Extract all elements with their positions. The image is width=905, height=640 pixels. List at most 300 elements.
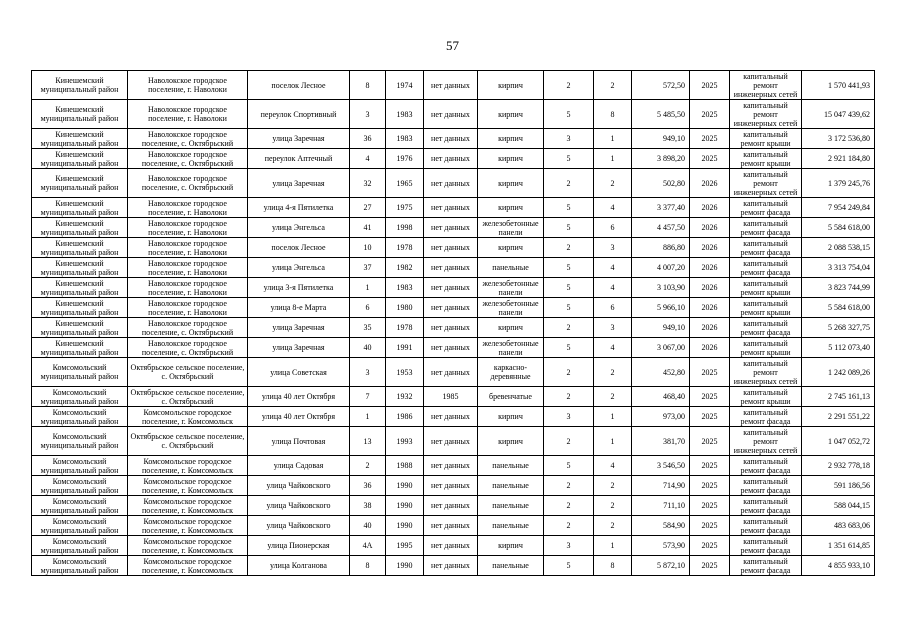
street-cell: улица Заречная xyxy=(248,169,350,198)
year-built-cell: 1986 xyxy=(386,407,424,427)
entrances-cell: 2 xyxy=(594,476,632,496)
settlement-cell: Комсомольское городское поселение, г. Комсомольск xyxy=(128,496,248,516)
year-reconstructed-cell: нет данных xyxy=(424,238,478,258)
street-cell: улица Заречная xyxy=(248,338,350,358)
year-built-cell: 1932 xyxy=(386,387,424,407)
floors-cell: 2 xyxy=(544,427,594,456)
year-reconstructed-cell: 1985 xyxy=(424,387,478,407)
street-cell: улица 40 лет Октября xyxy=(248,387,350,407)
house-number-cell: 3 xyxy=(350,358,386,387)
wall-material-cell: панельные xyxy=(478,556,544,576)
repair-year-cell: 2025 xyxy=(690,358,730,387)
wall-material-cell: панельные xyxy=(478,516,544,536)
municipal-district-cell: Кинешемский муниципальный район xyxy=(32,169,128,198)
floors-cell: 5 xyxy=(544,278,594,298)
house-number-cell: 32 xyxy=(350,169,386,198)
entrances-cell: 6 xyxy=(594,298,632,318)
municipal-district-cell: Кинешемский муниципальный район xyxy=(32,218,128,238)
wall-material-cell: железобетонные панели xyxy=(478,278,544,298)
house-number-cell: 1 xyxy=(350,407,386,427)
floors-cell: 2 xyxy=(544,358,594,387)
table-row xyxy=(32,338,875,358)
cost-cell: 5 584 618,00 xyxy=(802,298,875,318)
municipal-district-cell: Кинешемский муниципальный район xyxy=(32,198,128,218)
cost-cell: 2 932 778,18 xyxy=(802,456,875,476)
settlement-cell: Наволокское городское поселение, с. Октябрьский xyxy=(128,338,248,358)
table-row xyxy=(32,536,875,556)
floors-cell: 5 xyxy=(544,100,594,129)
settlement-cell: Наволокское городское поселение, г. Наволоки xyxy=(128,100,248,129)
cost-cell: 1 242 089,26 xyxy=(802,358,875,387)
floors-cell: 5 xyxy=(544,456,594,476)
repair-year-cell: 2025 xyxy=(690,129,730,149)
municipal-district-cell: Кинешемский муниципальный район xyxy=(32,278,128,298)
floors-cell: 5 xyxy=(544,218,594,238)
table-row xyxy=(32,496,875,516)
floors-cell: 2 xyxy=(544,169,594,198)
settlement-cell: Октябрьское сельское поселение, с. Октябрьский xyxy=(128,387,248,407)
street-cell: улица Чайковского xyxy=(248,496,350,516)
cost-cell: 2 745 161,13 xyxy=(802,387,875,407)
street-cell: улица Садовая xyxy=(248,456,350,476)
street-cell: переулок Аптечный xyxy=(248,149,350,169)
municipal-district-cell: Комсомольский муниципальный район xyxy=(32,556,128,576)
page-number: 57 xyxy=(446,38,459,53)
repair-year-cell: 2025 xyxy=(690,387,730,407)
table-row xyxy=(32,387,875,407)
house-number-cell: 8 xyxy=(350,556,386,576)
year-reconstructed-cell: нет данных xyxy=(424,407,478,427)
municipal-district-cell: Комсомольский муниципальный район xyxy=(32,476,128,496)
cost-cell: 2 291 551,22 xyxy=(802,407,875,427)
street-cell: переулок Спортивный xyxy=(248,100,350,129)
house-number-cell: 37 xyxy=(350,258,386,278)
wall-material-cell: кирпич xyxy=(478,100,544,129)
wall-material-cell: кирпич xyxy=(478,169,544,198)
wall-material-cell: панельные xyxy=(478,496,544,516)
area-cell: 5 485,50 xyxy=(632,100,690,129)
year-built-cell: 1983 xyxy=(386,129,424,149)
municipal-district-cell: Комсомольский муниципальный район xyxy=(32,496,128,516)
cost-cell: 5 268 327,75 xyxy=(802,318,875,338)
settlement-cell: Октябрьское сельское поселение, с. Октябрьский xyxy=(128,358,248,387)
area-cell: 3 377,40 xyxy=(632,198,690,218)
street-cell: улица Заречная xyxy=(248,318,350,338)
street-cell: улица Энгельса xyxy=(248,258,350,278)
house-number-cell: 40 xyxy=(350,516,386,536)
floors-cell: 5 xyxy=(544,258,594,278)
area-cell: 711,10 xyxy=(632,496,690,516)
area-cell: 468,40 xyxy=(632,387,690,407)
repair-year-cell: 2026 xyxy=(690,318,730,338)
repair-year-cell: 2026 xyxy=(690,238,730,258)
floors-cell: 2 xyxy=(544,238,594,258)
year-built-cell: 1993 xyxy=(386,427,424,456)
table-row xyxy=(32,318,875,338)
repair-year-cell: 2025 xyxy=(690,496,730,516)
repair-year-cell: 2026 xyxy=(690,169,730,198)
work-type-cell: капитальный ремонт фасада xyxy=(730,407,802,427)
wall-material-cell: кирпич xyxy=(478,129,544,149)
work-type-cell: капитальный ремонт инженерных сетей xyxy=(730,100,802,129)
year-built-cell: 1982 xyxy=(386,258,424,278)
cost-cell: 5 584 618,00 xyxy=(802,218,875,238)
year-reconstructed-cell: нет данных xyxy=(424,476,478,496)
house-number-cell: 4А xyxy=(350,536,386,556)
table-row xyxy=(32,427,875,456)
floors-cell: 2 xyxy=(544,318,594,338)
area-cell: 502,80 xyxy=(632,169,690,198)
house-number-cell: 8 xyxy=(350,71,386,100)
municipal-district-cell: Комсомольский муниципальный район xyxy=(32,387,128,407)
year-built-cell: 1976 xyxy=(386,149,424,169)
street-cell: улица Чайковского xyxy=(248,516,350,536)
settlement-cell: Комсомольское городское поселение, г. Комсомольск xyxy=(128,536,248,556)
entrances-cell: 1 xyxy=(594,407,632,427)
cost-cell: 588 044,15 xyxy=(802,496,875,516)
year-built-cell: 1983 xyxy=(386,278,424,298)
year-reconstructed-cell: нет данных xyxy=(424,516,478,536)
work-type-cell: капитальный ремонт фасада xyxy=(730,318,802,338)
house-number-cell: 36 xyxy=(350,129,386,149)
area-cell: 3 898,20 xyxy=(632,149,690,169)
area-cell: 4 457,50 xyxy=(632,218,690,238)
entrances-cell: 6 xyxy=(594,218,632,238)
street-cell: улица Советская xyxy=(248,358,350,387)
wall-material-cell: бревенчатые xyxy=(478,387,544,407)
table-row xyxy=(32,169,875,198)
repair-year-cell: 2025 xyxy=(690,516,730,536)
work-type-cell: капитальный ремонт фасада xyxy=(730,556,802,576)
year-built-cell: 1978 xyxy=(386,318,424,338)
work-type-cell: капитальный ремонт инженерных сетей xyxy=(730,358,802,387)
work-type-cell: капитальный ремонт фасада xyxy=(730,456,802,476)
repair-year-cell: 2026 xyxy=(690,198,730,218)
entrances-cell: 2 xyxy=(594,169,632,198)
house-number-cell: 27 xyxy=(350,198,386,218)
work-type-cell: капитальный ремонт крыши xyxy=(730,129,802,149)
year-built-cell: 1990 xyxy=(386,496,424,516)
municipal-district-cell: Кинешемский муниципальный район xyxy=(32,338,128,358)
repair-year-cell: 2026 xyxy=(690,278,730,298)
cost-cell: 591 186,56 xyxy=(802,476,875,496)
work-type-cell: капитальный ремонт фасада xyxy=(730,198,802,218)
table-row xyxy=(32,149,875,169)
municipal-district-cell: Кинешемский муниципальный район xyxy=(32,258,128,278)
entrances-cell: 1 xyxy=(594,129,632,149)
street-cell: улица Энгельса xyxy=(248,218,350,238)
wall-material-cell: кирпич xyxy=(478,71,544,100)
year-built-cell: 1965 xyxy=(386,169,424,198)
repair-year-cell: 2025 xyxy=(690,456,730,476)
floors-cell: 2 xyxy=(544,71,594,100)
settlement-cell: Наволокское городское поселение, г. Наволоки xyxy=(128,258,248,278)
cost-cell: 1 570 441,93 xyxy=(802,71,875,100)
work-type-cell: капитальный ремонт крыши xyxy=(730,149,802,169)
house-number-cell: 2 xyxy=(350,456,386,476)
entrances-cell: 8 xyxy=(594,100,632,129)
repair-year-cell: 2025 xyxy=(690,149,730,169)
entrances-cell: 1 xyxy=(594,536,632,556)
settlement-cell: Наволокское городское поселение, г. Наволоки xyxy=(128,298,248,318)
street-cell: улица 3-я Пятилетка xyxy=(248,278,350,298)
municipal-district-cell: Кинешемский муниципальный район xyxy=(32,298,128,318)
cost-cell: 1 379 245,76 xyxy=(802,169,875,198)
year-reconstructed-cell: нет данных xyxy=(424,338,478,358)
table-row xyxy=(32,456,875,476)
work-type-cell: капитальный ремонт инженерных сетей xyxy=(730,169,802,198)
work-type-cell: капитальный ремонт фасада xyxy=(730,496,802,516)
area-cell: 573,90 xyxy=(632,536,690,556)
street-cell: улица Чайковского xyxy=(248,476,350,496)
entrances-cell: 4 xyxy=(594,338,632,358)
municipal-district-cell: Кинешемский муниципальный район xyxy=(32,71,128,100)
year-reconstructed-cell: нет данных xyxy=(424,358,478,387)
street-cell: улица 40 лет Октября xyxy=(248,407,350,427)
area-cell: 3 067,00 xyxy=(632,338,690,358)
year-built-cell: 1988 xyxy=(386,456,424,476)
floors-cell: 5 xyxy=(544,338,594,358)
year-reconstructed-cell: нет данных xyxy=(424,427,478,456)
entrances-cell: 2 xyxy=(594,71,632,100)
repair-year-cell: 2025 xyxy=(690,476,730,496)
municipal-district-cell: Комсомольский муниципальный район xyxy=(32,358,128,387)
house-number-cell: 35 xyxy=(350,318,386,338)
street-cell: улица Заречная xyxy=(248,129,350,149)
municipal-district-cell: Комсомольский муниципальный район xyxy=(32,536,128,556)
year-built-cell: 1953 xyxy=(386,358,424,387)
settlement-cell: Наволокское городское поселение, г. Наволоки xyxy=(128,198,248,218)
entrances-cell: 2 xyxy=(594,496,632,516)
year-built-cell: 1974 xyxy=(386,71,424,100)
wall-material-cell: железобетонные панели xyxy=(478,298,544,318)
settlement-cell: Комсомольское городское поселение, г. Комсомольск xyxy=(128,516,248,536)
house-number-cell: 1 xyxy=(350,278,386,298)
house-number-cell: 13 xyxy=(350,427,386,456)
year-built-cell: 1975 xyxy=(386,198,424,218)
wall-material-cell: железобетонные панели xyxy=(478,218,544,238)
year-built-cell: 1998 xyxy=(386,218,424,238)
municipal-district-cell: Кинешемский муниципальный район xyxy=(32,129,128,149)
year-reconstructed-cell: нет данных xyxy=(424,456,478,476)
floors-cell: 3 xyxy=(544,407,594,427)
street-cell: улица Пионерская xyxy=(248,536,350,556)
street-cell: поселок Лесное xyxy=(248,238,350,258)
area-cell: 5 966,10 xyxy=(632,298,690,318)
cost-cell: 3 823 744,99 xyxy=(802,278,875,298)
year-reconstructed-cell: нет данных xyxy=(424,100,478,129)
wall-material-cell: кирпич xyxy=(478,149,544,169)
year-built-cell: 1990 xyxy=(386,476,424,496)
house-number-cell: 6 xyxy=(350,298,386,318)
repair-year-cell: 2025 xyxy=(690,427,730,456)
table-row xyxy=(32,198,875,218)
floors-cell: 2 xyxy=(544,516,594,536)
area-cell: 4 007,20 xyxy=(632,258,690,278)
entrances-cell: 2 xyxy=(594,387,632,407)
wall-material-cell: кирпич xyxy=(478,318,544,338)
repair-year-cell: 2025 xyxy=(690,100,730,129)
street-cell: поселок Лесное xyxy=(248,71,350,100)
floors-cell: 5 xyxy=(544,198,594,218)
work-type-cell: капитальный ремонт инженерных сетей xyxy=(730,71,802,100)
entrances-cell: 1 xyxy=(594,149,632,169)
floors-cell: 3 xyxy=(544,129,594,149)
table-row xyxy=(32,100,875,129)
work-type-cell: капитальный ремонт фасада xyxy=(730,516,802,536)
year-reconstructed-cell: нет данных xyxy=(424,198,478,218)
year-reconstructed-cell: нет данных xyxy=(424,496,478,516)
settlement-cell: Комсомольское городское поселение, г. Комсомольск xyxy=(128,407,248,427)
repair-year-cell: 2026 xyxy=(690,298,730,318)
wall-material-cell: кирпич xyxy=(478,198,544,218)
entrances-cell: 3 xyxy=(594,318,632,338)
year-built-cell: 1990 xyxy=(386,556,424,576)
entrances-cell: 8 xyxy=(594,556,632,576)
wall-material-cell: кирпич xyxy=(478,427,544,456)
year-reconstructed-cell: нет данных xyxy=(424,556,478,576)
table-row xyxy=(32,407,875,427)
entrances-cell: 4 xyxy=(594,198,632,218)
wall-material-cell: железобетонные панели xyxy=(478,338,544,358)
house-number-cell: 36 xyxy=(350,476,386,496)
area-cell: 452,80 xyxy=(632,358,690,387)
street-cell: улица 8-е Марта xyxy=(248,298,350,318)
area-cell: 714,90 xyxy=(632,476,690,496)
repair-year-cell: 2026 xyxy=(690,258,730,278)
area-cell: 949,10 xyxy=(632,129,690,149)
floors-cell: 5 xyxy=(544,556,594,576)
wall-material-cell: панельные xyxy=(478,456,544,476)
year-built-cell: 1990 xyxy=(386,516,424,536)
table-row xyxy=(32,556,875,576)
cost-cell: 1 351 614,85 xyxy=(802,536,875,556)
settlement-cell: Комсомольское городское поселение, г. Комсомольск xyxy=(128,476,248,496)
cost-cell: 7 954 249,84 xyxy=(802,198,875,218)
floors-cell: 3 xyxy=(544,536,594,556)
settlement-cell: Наволокское городское поселение, с. Октябрьский xyxy=(128,129,248,149)
year-reconstructed-cell: нет данных xyxy=(424,149,478,169)
floors-cell: 2 xyxy=(544,496,594,516)
repair-year-cell: 2025 xyxy=(690,407,730,427)
house-number-cell: 7 xyxy=(350,387,386,407)
year-built-cell: 1978 xyxy=(386,238,424,258)
entrances-cell: 4 xyxy=(594,456,632,476)
repair-year-cell: 2026 xyxy=(690,338,730,358)
settlement-cell: Октябрьское сельское поселение, с. Октябрьский xyxy=(128,427,248,456)
cost-cell: 15 047 439,62 xyxy=(802,100,875,129)
settlement-cell: Наволокское городское поселение, с. Октябрьский xyxy=(128,318,248,338)
area-cell: 572,50 xyxy=(632,71,690,100)
table-row xyxy=(32,298,875,318)
year-reconstructed-cell: нет данных xyxy=(424,169,478,198)
house-number-cell: 38 xyxy=(350,496,386,516)
street-cell: улица 4-я Пятилетка xyxy=(248,198,350,218)
cost-cell: 3 172 536,80 xyxy=(802,129,875,149)
table-row xyxy=(32,278,875,298)
year-built-cell: 1983 xyxy=(386,100,424,129)
area-cell: 3 103,90 xyxy=(632,278,690,298)
table-row xyxy=(32,358,875,387)
year-reconstructed-cell: нет данных xyxy=(424,71,478,100)
year-reconstructed-cell: нет данных xyxy=(424,129,478,149)
cost-cell: 4 855 933,10 xyxy=(802,556,875,576)
work-type-cell: капитальный ремонт фасада xyxy=(730,536,802,556)
year-built-cell: 1980 xyxy=(386,298,424,318)
settlement-cell: Наволокское городское поселение, г. Наволоки xyxy=(128,238,248,258)
street-cell: улица Почтовая xyxy=(248,427,350,456)
wall-material-cell: кирпич xyxy=(478,238,544,258)
municipal-district-cell: Кинешемский муниципальный район xyxy=(32,149,128,169)
settlement-cell: Комсомольское городское поселение, г. Комсомольск xyxy=(128,556,248,576)
work-type-cell: капитальный ремонт крыши xyxy=(730,338,802,358)
wall-material-cell: кирпич xyxy=(478,407,544,427)
municipal-district-cell: Комсомольский муниципальный район xyxy=(32,427,128,456)
table-row xyxy=(32,238,875,258)
repair-year-cell: 2026 xyxy=(690,218,730,238)
area-cell: 973,00 xyxy=(632,407,690,427)
area-cell: 584,90 xyxy=(632,516,690,536)
wall-material-cell: кирпич xyxy=(478,536,544,556)
municipal-district-cell: Кинешемский муниципальный район xyxy=(32,238,128,258)
year-reconstructed-cell: нет данных xyxy=(424,298,478,318)
house-number-cell: 10 xyxy=(350,238,386,258)
house-number-cell: 3 xyxy=(350,100,386,129)
house-number-cell: 4 xyxy=(350,149,386,169)
work-type-cell: капитальный ремонт фасада xyxy=(730,258,802,278)
repair-year-cell: 2025 xyxy=(690,536,730,556)
year-built-cell: 1991 xyxy=(386,338,424,358)
year-built-cell: 1995 xyxy=(386,536,424,556)
floors-cell: 2 xyxy=(544,476,594,496)
floors-cell: 5 xyxy=(544,298,594,318)
entrances-cell: 3 xyxy=(594,238,632,258)
area-cell: 886,80 xyxy=(632,238,690,258)
housing-repair-table xyxy=(31,70,875,576)
table-row xyxy=(32,129,875,149)
repair-year-cell: 2025 xyxy=(690,71,730,100)
settlement-cell: Наволокское городское поселение, г. Наволоки xyxy=(128,218,248,238)
settlement-cell: Комсомольское городское поселение, г. Комсомольск xyxy=(128,456,248,476)
work-type-cell: капитальный ремонт фасада xyxy=(730,476,802,496)
cost-cell: 5 112 073,40 xyxy=(802,338,875,358)
house-number-cell: 40 xyxy=(350,338,386,358)
work-type-cell: капитальный ремонт крыши xyxy=(730,387,802,407)
cost-cell: 2 921 184,80 xyxy=(802,149,875,169)
floors-cell: 2 xyxy=(544,387,594,407)
municipal-district-cell: Кинешемский муниципальный район xyxy=(32,100,128,129)
cost-cell: 2 088 538,15 xyxy=(802,238,875,258)
settlement-cell: Наволокское городское поселение, г. Наволоки xyxy=(128,278,248,298)
table-row xyxy=(32,516,875,536)
area-cell: 3 546,50 xyxy=(632,456,690,476)
wall-material-cell: панельные xyxy=(478,258,544,278)
house-number-cell: 41 xyxy=(350,218,386,238)
wall-material-cell: каркасно-деревянные xyxy=(478,358,544,387)
area-cell: 949,10 xyxy=(632,318,690,338)
municipal-district-cell: Комсомольский муниципальный район xyxy=(32,407,128,427)
settlement-cell: Наволокское городское поселение, с. Октябрьский xyxy=(128,169,248,198)
entrances-cell: 1 xyxy=(594,427,632,456)
municipal-district-cell: Комсомольский муниципальный район xyxy=(32,456,128,476)
work-type-cell: капитальный ремонт фасада xyxy=(730,218,802,238)
entrances-cell: 4 xyxy=(594,258,632,278)
table-row xyxy=(32,258,875,278)
table-row xyxy=(32,476,875,496)
area-cell: 5 872,10 xyxy=(632,556,690,576)
work-type-cell: капитальный ремонт крыши xyxy=(730,278,802,298)
table-row xyxy=(32,218,875,238)
